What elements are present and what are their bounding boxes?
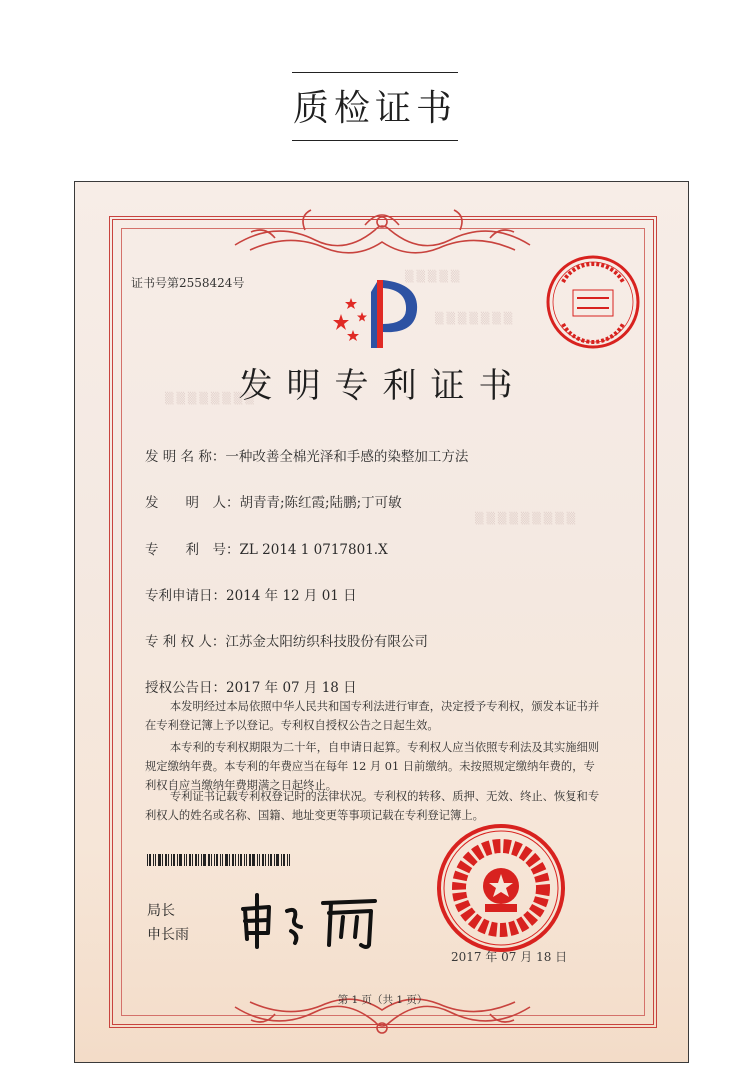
barcode-bar bbox=[265, 854, 266, 866]
field-label: 专利申请日： bbox=[145, 588, 226, 604]
field-invention-name bbox=[145, 445, 468, 465]
field-value: 胡青青;陈红霞;陆鹏;丁可敏 bbox=[239, 495, 402, 511]
barcode-bar bbox=[216, 854, 218, 866]
watermark-text: ▒▒▒▒▒▒▒▒ bbox=[165, 392, 257, 405]
field-patentee bbox=[145, 630, 428, 650]
barcode-bar bbox=[184, 854, 185, 866]
barcode-bar bbox=[238, 854, 239, 866]
field-label: 发 明 人： bbox=[145, 495, 240, 511]
seal-date: 2017 年 07 月 18 日 bbox=[451, 950, 568, 964]
barcode-bar bbox=[173, 854, 175, 866]
barcode-bar bbox=[211, 854, 212, 866]
field-label: 授权公告日： bbox=[145, 680, 226, 696]
seal-icon bbox=[543, 252, 643, 352]
barcode-bar bbox=[162, 854, 163, 866]
director-name: 申长雨 bbox=[147, 927, 189, 943]
field-grant-date bbox=[145, 676, 357, 696]
barcode-bar bbox=[149, 854, 151, 866]
barcode-bar bbox=[240, 854, 242, 866]
barcode-bar bbox=[186, 854, 187, 866]
barcode-bar bbox=[171, 854, 172, 866]
header-rule-top bbox=[292, 72, 458, 73]
barcode-bar bbox=[246, 854, 247, 866]
barcode-bar bbox=[168, 854, 169, 866]
field-label: 专 利 权 人： bbox=[145, 634, 226, 650]
barcode-bar bbox=[222, 854, 223, 866]
field-value: ZL 2014 1 0717801.X bbox=[239, 542, 388, 558]
page-title: 质检证书 bbox=[292, 88, 457, 129]
field-application-date bbox=[145, 584, 357, 604]
barcode-bar bbox=[189, 854, 191, 866]
paragraph-term: 本专利的专利权期限为二十年，自申请日起算。专利权人应当依照专利法及其实施细则规定缴纳年费。本专利的年费应当在每年 12 月 01 日前缴纳。未按照规定缴纳年费的，专利权自应当缴纳年费期满之日起终止。 bbox=[145, 741, 600, 792]
field-value: 江苏金太阳纺织科技股份有限公司 bbox=[225, 634, 428, 650]
barcode-bar bbox=[262, 854, 264, 866]
barcode-bar bbox=[158, 854, 161, 866]
patent-office-seal-icon bbox=[435, 822, 567, 954]
barcode-bar bbox=[220, 854, 221, 866]
barcode-bar bbox=[235, 854, 236, 866]
barcode-bar bbox=[252, 854, 255, 866]
barcode-bar bbox=[203, 854, 206, 866]
barcode-bar bbox=[281, 854, 282, 866]
paragraph-grant: 本发明经过本局依照中华人民共和国专利法进行审查，决定授予专利权，颁发本证书并在专利登记簿上予以登记。专利权自授权公告之日起生效。 bbox=[145, 700, 600, 732]
barcode-bar bbox=[155, 854, 156, 866]
watermark-text: ▒▒▒▒▒▒▒▒▒ bbox=[475, 512, 579, 525]
director-signature bbox=[235, 887, 385, 952]
barcode-bar bbox=[201, 854, 202, 866]
certificate-number: 证书号第2558424号 bbox=[131, 276, 245, 290]
director-title: 局长 bbox=[147, 903, 175, 919]
barcode-bar bbox=[229, 854, 230, 866]
barcode-bar bbox=[287, 854, 288, 866]
certificate-photo bbox=[74, 181, 689, 1063]
page-header bbox=[0, 0, 750, 170]
field-inventors bbox=[145, 491, 402, 511]
field-label: 专 利 号： bbox=[145, 542, 240, 558]
field-value: 2017 年 07 月 18 日 bbox=[226, 680, 357, 696]
barcode-bar bbox=[249, 854, 251, 866]
barcode-bar bbox=[274, 854, 275, 866]
barcode-bar bbox=[179, 854, 182, 866]
barcode-bar bbox=[147, 854, 148, 866]
barcode-bar bbox=[244, 854, 245, 866]
sipo-emblem-icon bbox=[331, 272, 431, 352]
barcode bbox=[147, 854, 305, 866]
field-label: 发 明 名 称： bbox=[145, 449, 226, 465]
field-value: 2014 年 12 月 01 日 bbox=[226, 588, 357, 604]
barcode-bar bbox=[195, 854, 197, 866]
barcode-bar bbox=[214, 854, 215, 866]
barcode-bar bbox=[177, 854, 178, 866]
barcode-bar bbox=[283, 854, 285, 866]
barcode-bar bbox=[192, 854, 193, 866]
certificate-title: 发明专利证书 bbox=[238, 366, 527, 406]
barcode-bar bbox=[259, 854, 260, 866]
barcode-bar bbox=[198, 854, 199, 866]
barcode-bar bbox=[289, 854, 290, 866]
barcode-bar bbox=[165, 854, 167, 866]
watermark-text: ▒▒▒▒▒ bbox=[405, 270, 463, 283]
barcode-bar bbox=[225, 854, 228, 866]
barcode-bar bbox=[257, 854, 258, 866]
paragraph-record: 专利证书记载专利权登记时的法律状况。专利权的转移、质押、无效、终止、恢复和专利权人的姓名或名称、国籍、地址变更等事项记载在专利登记簿上。 bbox=[145, 790, 600, 822]
barcode-bar bbox=[270, 854, 272, 866]
page-number: 第 1 页（共 1 页） bbox=[337, 994, 428, 1006]
barcode-bar bbox=[208, 854, 210, 866]
barcode-bar bbox=[232, 854, 234, 866]
field-value: 一种改善全棉光泽和手感的染整加工方法 bbox=[225, 449, 469, 465]
watermark-text: ▒▒▒▒▒▒▒ bbox=[435, 312, 516, 325]
field-patent-number bbox=[145, 538, 388, 558]
barcode-bar bbox=[276, 854, 279, 866]
header-rule-bottom bbox=[292, 140, 458, 141]
barcode-bar bbox=[268, 854, 269, 866]
barcode-bar bbox=[153, 854, 154, 866]
